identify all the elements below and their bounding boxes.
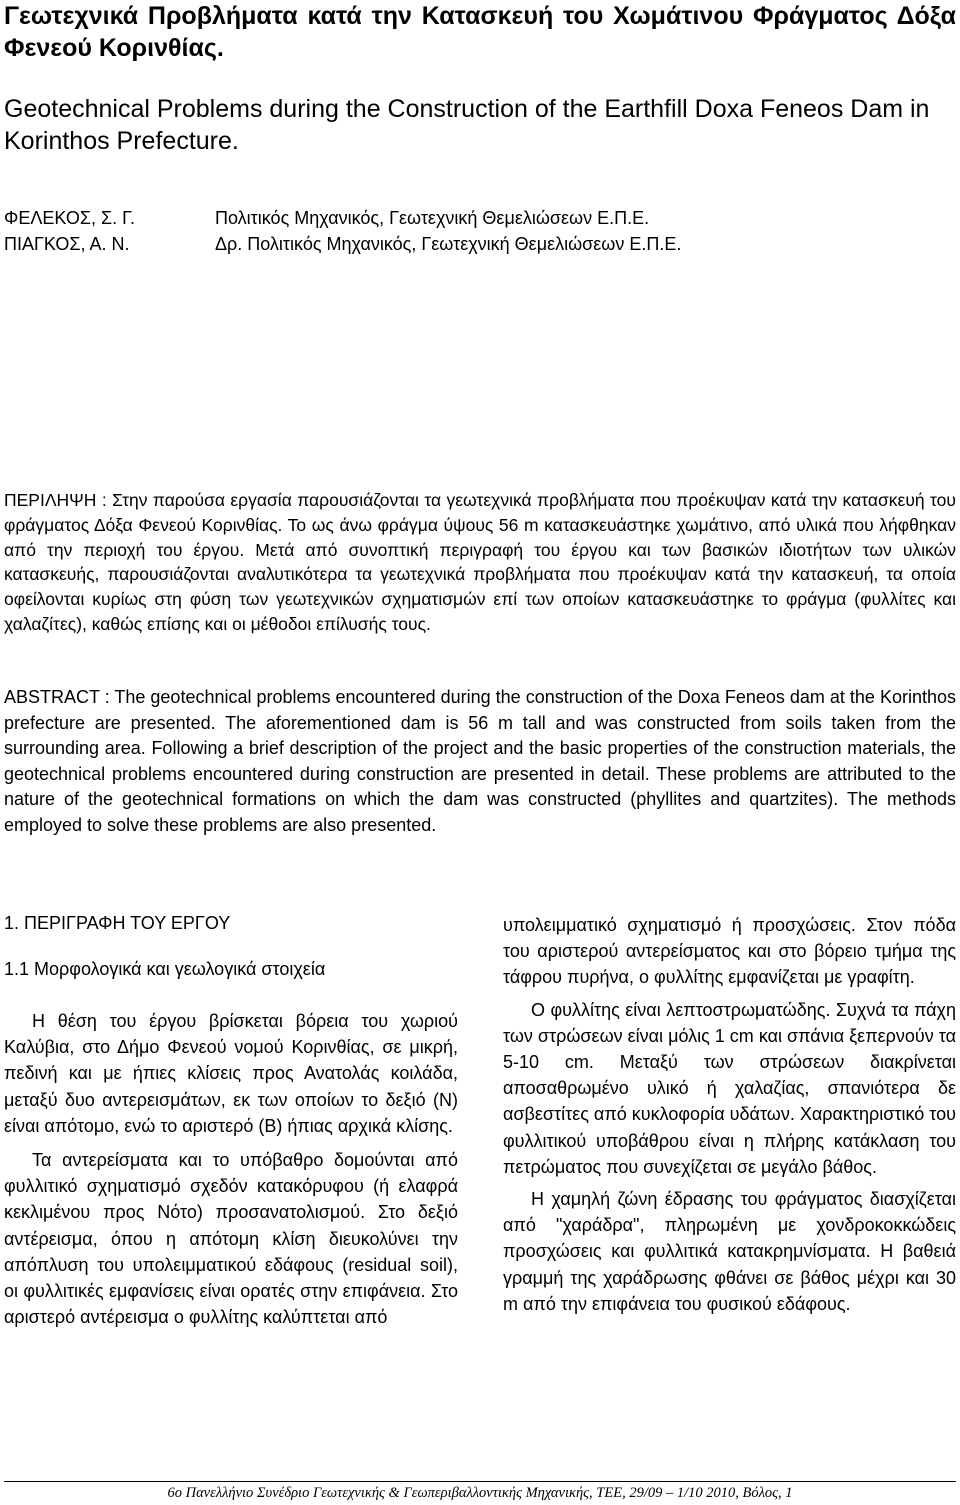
body-paragraph: Η χαμηλή ζώνη έδρασης του φράγματος διασχίζεται από "χαράδρα", πληρωμένη με χονδροκοκκώδεις προσχώσεις και φυλλιτικά κατακρημνίσματα. Η βαθειά γραμμή της χαράδρωσης φθάνει σε βάθος μέχρι και 30 m από την επιφάνεια του φυσικού εδάφους. [503, 1189, 956, 1314]
footer-conference: 6ο Πανελλήνιο Συνέδριο Γεωτεχνικής & Γεωπεριβαλλοντικής Μηχανικής, ΤΕΕ, 29/09 – 1/10 2010, Βόλος [167, 1485, 779, 1501]
title-greek: Γεωτεχνικά Προβλήματα κατά την Κατασκευή του Χωμάτινου Φράγματος Δόξα Φενεού Κορινθίας. [4, 2, 956, 62]
left-column [4, 910, 458, 1330]
author-list [4, 205, 956, 257]
author-row [4, 205, 956, 231]
page-footer: 6ο Πανελλήνιο Συνέδριο Γεωτεχνικής & Γεωπεριβαλλοντικής Μηχανικής, ΤΕΕ, 29/09 – 1/10 2010, Βόλος, 1 [167, 1485, 793, 1501]
footer-divider [4, 1481, 956, 1482]
author-row [4, 231, 956, 257]
title-english: Geotechnical Problems during the Construction of the Earthfill Doxa Feneos Dam in Korinthos Prefecture. [4, 95, 930, 155]
page-number: 1 [785, 1485, 793, 1501]
author-name: ΠΙΑΓΚΟΣ, Α. Ν. [4, 234, 130, 254]
right-column [503, 912, 956, 1317]
body-paragraph: Τα αντερείσματα και το υπόβαθρο δομούνται από φυλλιτικό σχηματισμό σχεδόν κατακόρυφου (ή ελαφρά κεκλιμένου προς Νότο) προσανατολισμού. Στο δεξιό αντέρεισμα, όπου η απότομη κλίση διευκολύνει την απόπλυση του υπολειμματικού εδάφους (residual soil), οι φυλλιτικές εμφανίσεις είναι ορατές στην επιφάνεια. Στο αριστερό αντέρεισμα ο φυλλίτης καλύπτεται από [4, 1150, 458, 1328]
body-paragraph: Η θέση του έργου βρίσκεται βόρεια του χωριού Καλύβια, στο Δήμο Φενεού νομού Κορινθίας, σε μικρή, πεδινή και με ήπιες κλίσεις προς Ανατολάς κοιλάδα, μεταξύ δυο αντερεισμάτων, εκ των οποίων το δεξιό (Ν) είναι απότομο, ενώ το αριστερό (Β) ήπιας αρχικά κλίσης. [4, 1011, 458, 1136]
body-paragraph: Ο φυλλίτης είναι λεπτοστρωματώδης. Συχνά τα πάχη των στρώσεων είναι μόλις 1 cm και σπάνια ξεπερνούν τα 5-10 cm. Μεταξύ των στρώσεων διακρίνεται αποσαθρωμένο υλικό ή χαλαζίας, σπανιότερα δε ασβεστίτες από κυκλοφορία υδάτων. Χαρακτηριστικό του φυλλιτικού υποβάθρου είναι η πλήρης κατάκλαση του πετρώματος που συνεχίζεται σε μεγάλο βάθος. [503, 999, 956, 1177]
author-name: ΦΕΛΕΚΟΣ, Σ. Γ. [4, 208, 136, 228]
section-heading: 1. ΠΕΡΙΓΡΑΦΗ ΤΟΥ ΕΡΓΟΥ [4, 913, 231, 933]
author-affiliation: Δρ. Πολιτικός Μηχανικός, Γεωτεχνική Θεμελιώσεων Ε.Π.Ε. [215, 234, 682, 254]
abstract-greek: ΠΕΡΙΛΗΨΗ : Στην παρούσα εργασία παρουσιάζονται τα γεωτεχνικά προβλήματα που προέκυψαν κατά την κατασκευή του φράγματος Δόξα Φενεού Κορινθίας. Το ως άνω φράγμα ύψους 56 m κατασκευάστηκε χωμάτινο, από υλικά που λήφθηκαν από την περιοχή του έργου. Μετά από συνοπτική περιγραφή του έργου και των βασικών ιδιοτήτων των υλικών κατασκευής, παρουσιάζονται αναλυτικότερα τα γεωτεχνικά προβλήματα που προέκυψαν κατά την κατασκευή, τα οποία οφείλονται κυρίως στη φύση των γεωτεχνικών σχηματισμών επί των οποίων κατασκευάστηκε το φράγμα (φυλλίτες και χαλαζίτες), καθώς επίσης και οι μέθοδοι επίλυσής τους. [4, 490, 956, 634]
subsection-heading: 1.1 Μορφολογικά και γεωλογικά στοιχεία [4, 959, 326, 979]
abstract-english: ABSTRACT : The geotechnical problems encountered during the construction of the Doxa Feneos dam at the Korinthos prefecture are presented. The aforementioned dam is 56 m tall and was constructed from soils taken from the surrounding area. Following a brief description of the project and the basic properties of the construction materials, the geotechnical problems encountered during construction are presented in detail. These problems are attributed to the nature of the geotechnical formations on which the dam was constructed (phyllites and quartzites). The methods employed to solve these problems are also presented. [4, 687, 956, 835]
author-affiliation: Πολιτικός Μηχανικός, Γεωτεχνική Θεμελιώσεων Ε.Π.Ε. [215, 208, 650, 228]
body-paragraph: υπολειμματικό σχηματισμό ή προσχώσεις. Στον πόδα του αριστερού αντερείσματος και στο βόρειο τμήμα της τάφρου πυρήνα, ο φυλλίτης εμφανίζεται με γραφίτη. [503, 915, 956, 988]
